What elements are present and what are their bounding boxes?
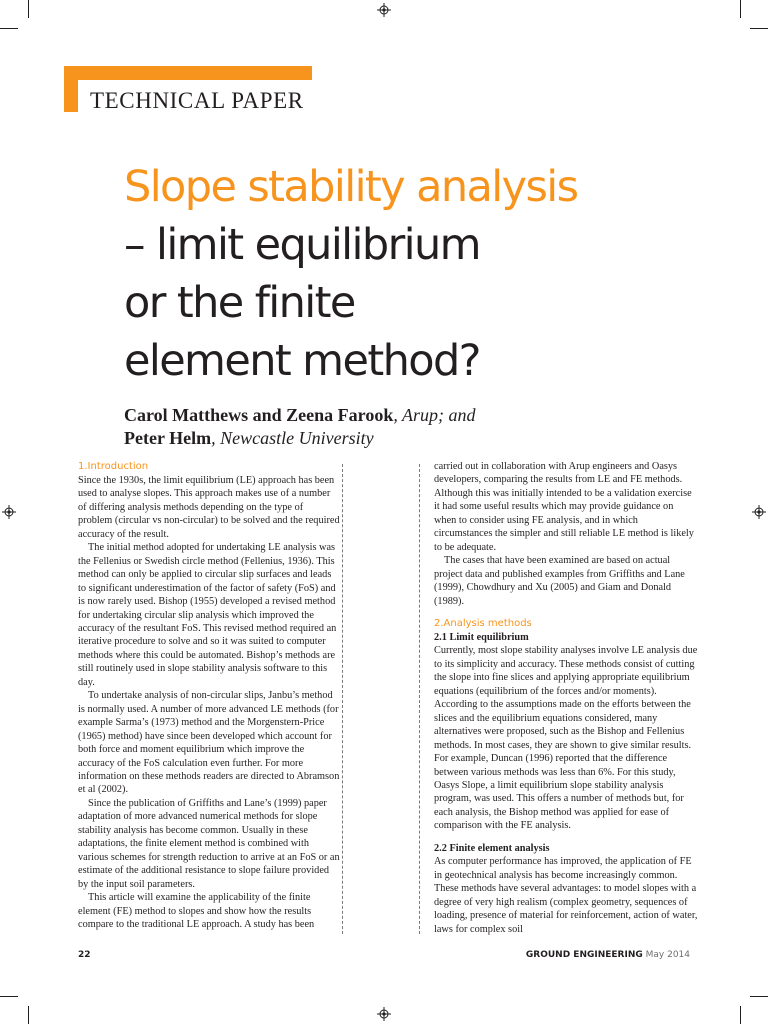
crop-mark <box>750 28 768 29</box>
crop-mark <box>28 0 29 18</box>
magazine-name: GROUND ENGINEERING <box>525 950 643 960</box>
page-number: 22 <box>78 950 91 960</box>
right-column <box>434 460 698 936</box>
author-byline <box>124 404 476 450</box>
accent-bar-vertical <box>64 66 78 112</box>
crop-mark <box>740 1006 741 1024</box>
issue-date: May 2014 <box>645 950 690 960</box>
author-names-2: Peter Helm <box>124 428 212 448</box>
article-title <box>124 158 684 390</box>
author-names-1: Carol Matthews and Zeena Farook <box>124 405 394 425</box>
subsection-heading-finite-element: 2.2 Finite element analysis <box>434 842 550 854</box>
title-line-4: element method? <box>124 336 480 386</box>
author-affiliation-1: , Arup; and <box>393 405 476 425</box>
paragraph: Since the 1930s, the limit equilibrium (LE) approach has been used to analyse slopes. This approach makes use of a number of differing analysis methods depending on the type of problem (circular vs non-circular) to be solved and the required accuracy of the result. <box>78 475 340 540</box>
column-divider <box>419 464 420 934</box>
paragraph: As computer performance has improved, the application of FE in geotechnical analysis has become increasingly common. These methods have several advantages: to model slopes with a degree of very high realism (complex geometry, sequences of loading, presence of material for reinforcement, action of water, laws for complex soil <box>434 856 698 935</box>
author-affiliation-2: , Newcastle University <box>211 428 374 448</box>
title-line-1: Slope stability analysis <box>124 162 578 212</box>
crop-mark <box>740 0 741 18</box>
section-heading-introduction: 1.Introduction <box>78 461 149 472</box>
crop-mark <box>0 996 18 997</box>
magazine-footer <box>526 950 690 960</box>
subsection-heading-limit-equilibrium: 2.1 Limit equilibrium <box>434 631 529 643</box>
left-column <box>78 460 340 931</box>
crop-mark <box>750 996 768 997</box>
title-line-3: or the finite <box>124 278 355 328</box>
paragraph: The cases that have been examined are based on actual project data and published examples from Griffiths and Lane (1999), Chowdhury and Xu (2005) and Giam and Donald (1989). <box>434 555 685 607</box>
title-line-2: – limit equilibrium <box>124 220 480 270</box>
section-label: TECHNICAL PAPER <box>90 88 304 113</box>
registration-mark-icon <box>752 505 766 519</box>
paragraph: To undertake analysis of non-circular slips, Janbu’s method is normally used. A number of more advanced LE methods (for example Sarma’s (1973) method and the Morgenstern-Price (1965) method) have since been developed which account for both force and moment equilibrium which improve the accuracy of the FoS calculation even further. For more information on these methods readers are directed to Abramson et al (2002). <box>78 690 340 796</box>
paragraph: The initial method adopted for undertaking LE analysis was the Fellenius or Swedish circle method (Fellenius, 1936). This method can only be applied to circular slip surfaces and leads to significant underestimation of the factor of safety (FoS) and is now rarely used. Bishop (1955) developed a revised method for undertaking circular slip analysis which improved the accuracy of the resultant FoS. This revised method required an iterative procedure to solve and so it was suited to computer methods where this could be automated. Bishop’s methods are still routinely used in slope stability analysis software to this day. <box>78 542 337 688</box>
registration-mark-icon <box>2 505 16 519</box>
section-heading-analysis-methods: 2.Analysis methods <box>434 617 532 629</box>
crop-mark <box>0 28 18 29</box>
paragraph: This article will examine the applicability of the finite element (FE) method to slopes and show how the results compare to the traditional LE approach. A study has been <box>78 892 315 930</box>
column-divider <box>342 464 343 934</box>
accent-bar-horizontal <box>64 66 312 80</box>
paragraph: Since the publication of Griffiths and Lane’s (1999) paper adaptation of more advanced numerical methods for slope stability analysis has become common. Usually in these adaptations, the finite element method is combined with various schemes for strength reduction to arrive at an FoS or an estimate of the additional resistance to slope failure provided by the input soil parameters. <box>78 797 340 890</box>
crop-mark <box>28 1006 29 1024</box>
paragraph: carried out in collaboration with Arup engineers and Oasys developers, comparing the results from LE and FE methods. Although this was initially intended to be a validation exercise it had some useful results which may provide guidance on when to consider using FE analysis, and in which circumstances the simpler and still reliable LE method is likely to be adequate. <box>434 461 694 553</box>
registration-mark-icon <box>377 1007 391 1021</box>
paragraph: Currently, most slope stability analyses involve LE analysis due to its simplicity and accuracy. These methods consist of cutting the slope into fine slices and applying appropriate equilibrium equations (equilibrium of the forces and/or moments). According to the assumptions made on the efforts between the slices and the equilibrium equations considered, many alternatives were proposed, such as the Bishop and Fellenius methods. In most cases, they are shown to give similar results. For example, Duncan (1996) reported that the difference between various methods was less than 6%. For this study, Oasys Slope, a limit equilibrium slope stability analysis program, was used. This offers a number of methods but, for each analysis, the Bishop method was applied for ease of comparison with the FE analysis. <box>434 645 698 832</box>
registration-mark-icon <box>377 3 391 17</box>
